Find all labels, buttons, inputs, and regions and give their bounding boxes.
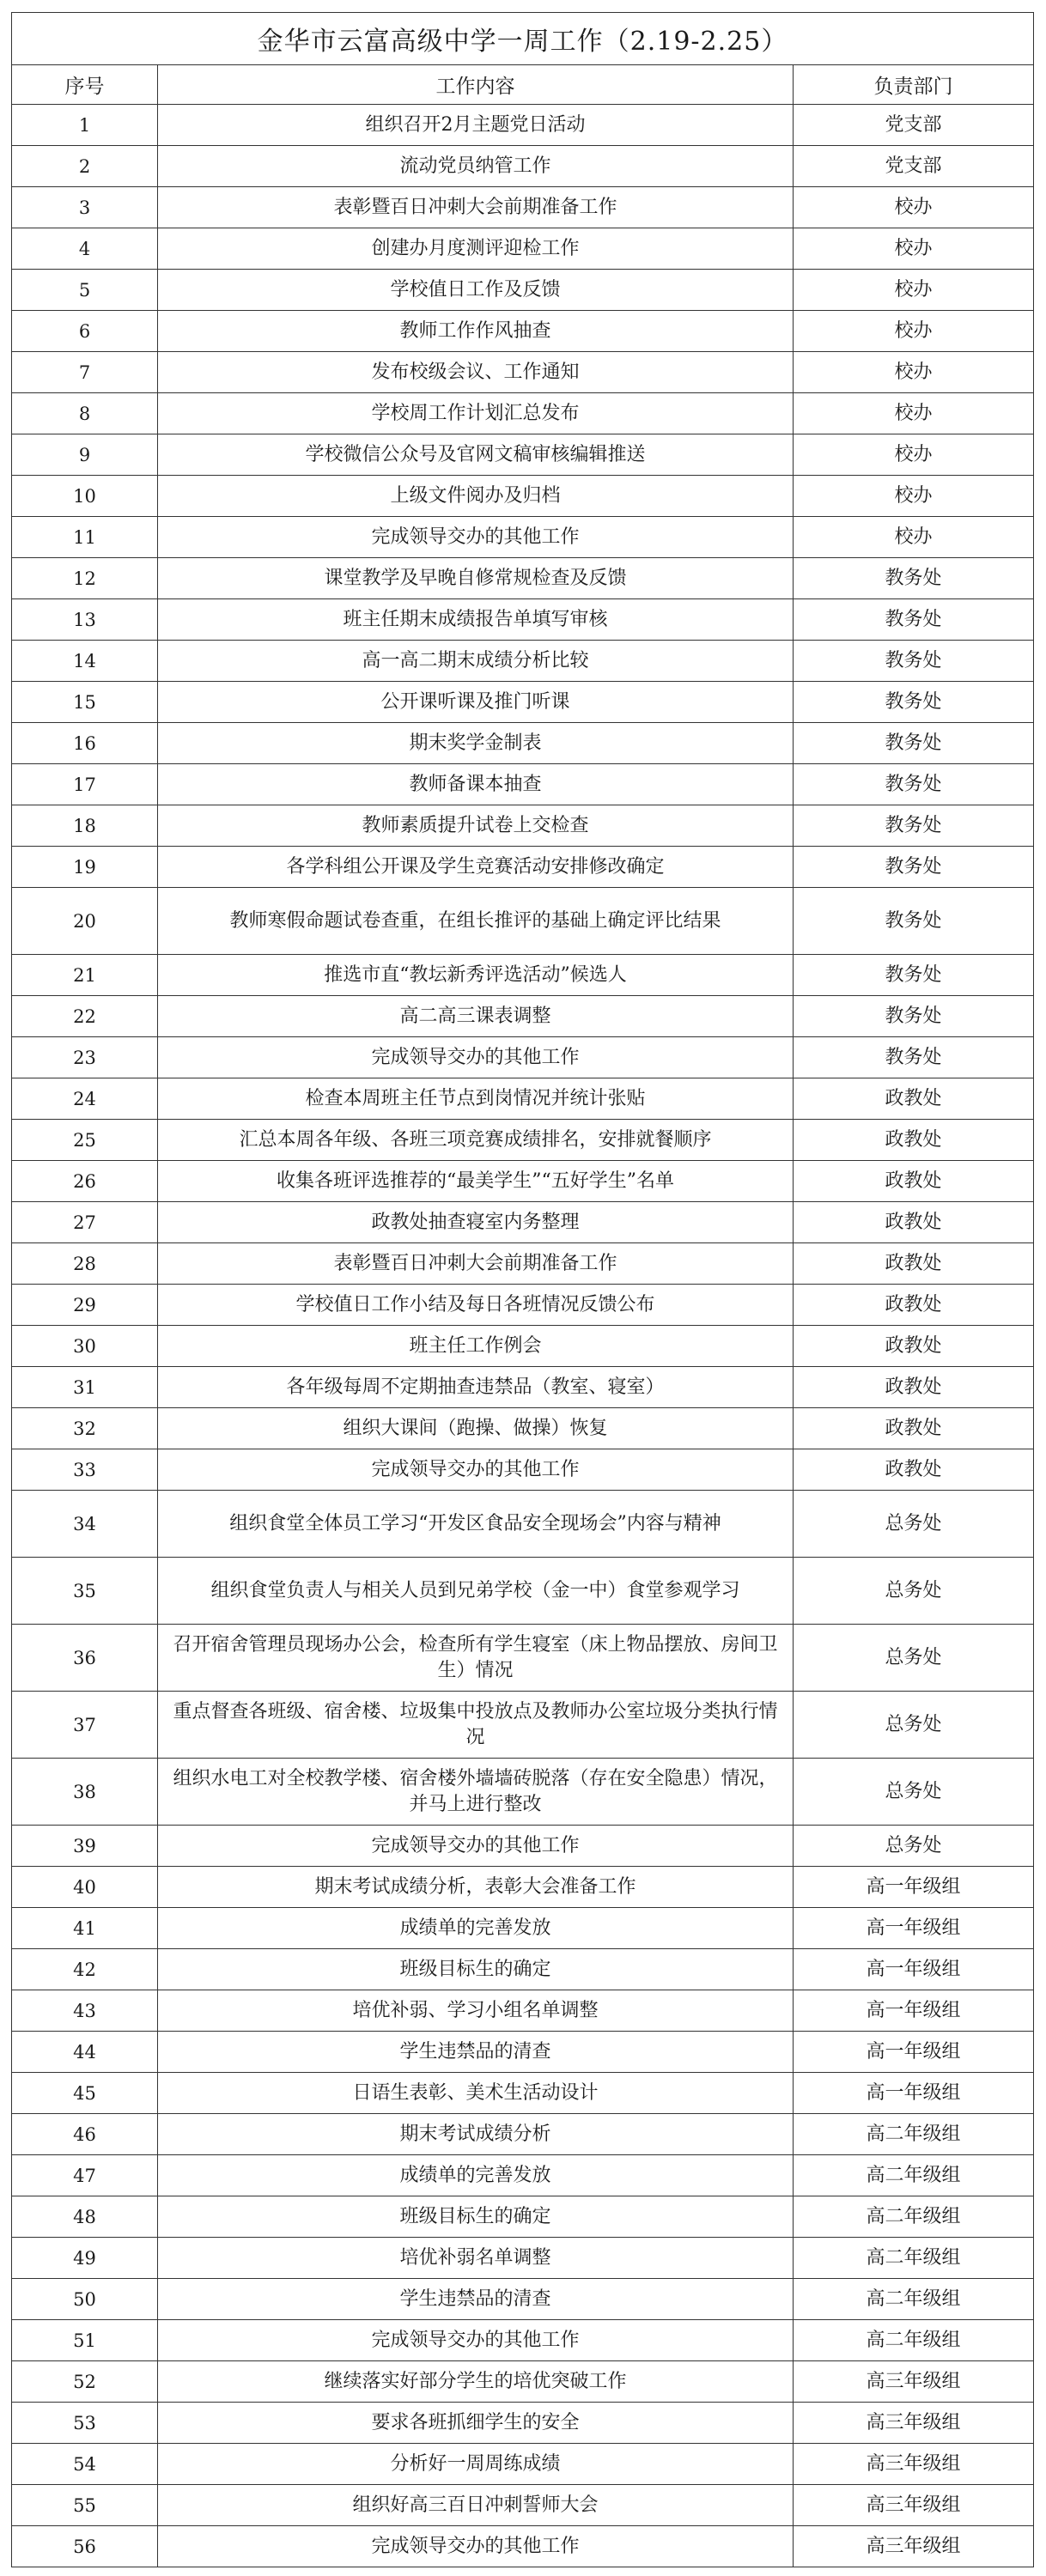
row-number: 38: [12, 1759, 158, 1826]
row-number: 3: [12, 187, 158, 228]
title-row: [12, 13, 1034, 65]
row-number: 26: [12, 1161, 158, 1202]
table-row: [12, 2403, 1034, 2444]
row-number: 54: [12, 2444, 158, 2485]
row-number: 13: [12, 599, 158, 641]
table-row: [12, 517, 1034, 558]
table-row: [12, 2320, 1034, 2361]
row-number: 41: [12, 1908, 158, 1949]
table-row: [12, 146, 1034, 187]
row-department: 教务处: [794, 996, 1034, 1037]
row-content: 教师素质提升试卷上交检查: [158, 805, 794, 847]
row-department: 高一年级组: [794, 1990, 1034, 2032]
table-row: [12, 1285, 1034, 1326]
table-row: [12, 2073, 1034, 2114]
row-department: 高二年级组: [794, 2320, 1034, 2361]
table-row: [12, 1202, 1034, 1243]
row-content: 学生违禁品的清查: [158, 2032, 794, 2073]
row-department: 校办: [794, 434, 1034, 476]
row-content: 学校周工作计划汇总发布: [158, 393, 794, 434]
row-content: 上级文件阅办及归档: [158, 476, 794, 517]
row-content: 期末奖学金制表: [158, 723, 794, 764]
row-number: 43: [12, 1990, 158, 2032]
table-row: [12, 1625, 1034, 1692]
table-row: [12, 476, 1034, 517]
row-content: 期末考试成绩分析，表彰大会准备工作: [158, 1867, 794, 1908]
row-content: 教师寒假命题试卷查重，在组长推评的基础上确定评比结果: [158, 888, 794, 955]
row-number: 20: [12, 888, 158, 955]
header-no: 序号: [12, 65, 158, 105]
row-content: 班级目标生的确定: [158, 2196, 794, 2238]
table-row: [12, 434, 1034, 476]
row-department: 政教处: [794, 1408, 1034, 1449]
row-number: 40: [12, 1867, 158, 1908]
row-content: 完成领导交办的其他工作: [158, 1037, 794, 1078]
row-department: 教务处: [794, 847, 1034, 888]
row-number: 15: [12, 682, 158, 723]
row-number: 16: [12, 723, 158, 764]
row-content: 成绩单的完善发放: [158, 2155, 794, 2196]
row-number: 48: [12, 2196, 158, 2238]
row-content: 分析好一周周练成绩: [158, 2444, 794, 2485]
row-number: 2: [12, 146, 158, 187]
row-number: 19: [12, 847, 158, 888]
row-department: 高一年级组: [794, 1867, 1034, 1908]
row-content: 各年级每周不定期抽查违禁品（教室、寝室）: [158, 1367, 794, 1408]
row-number: 30: [12, 1326, 158, 1367]
row-content: 公开课听课及推门听课: [158, 682, 794, 723]
row-department: 校办: [794, 228, 1034, 270]
table-row: [12, 888, 1034, 955]
row-content: 班主任工作例会: [158, 1326, 794, 1367]
row-number: 17: [12, 764, 158, 805]
row-department: 党支部: [794, 105, 1034, 146]
table-row: [12, 2361, 1034, 2403]
table-row: [12, 1120, 1034, 1161]
table-row: [12, 558, 1034, 599]
row-department: 总务处: [794, 1759, 1034, 1826]
row-number: 5: [12, 270, 158, 311]
row-department: 教务处: [794, 1037, 1034, 1078]
row-number: 50: [12, 2279, 158, 2320]
row-number: 56: [12, 2526, 158, 2567]
row-content: 组织水电工对全校教学楼、宿舍楼外墙墙砖脱落（存在安全隐患）情况，并马上进行整改: [158, 1759, 794, 1826]
row-department: 高三年级组: [794, 2485, 1034, 2526]
row-content: 要求各班抓细学生的安全: [158, 2403, 794, 2444]
table-row: [12, 1759, 1034, 1826]
table-row: [12, 1037, 1034, 1078]
row-department: 校办: [794, 270, 1034, 311]
row-department: 政教处: [794, 1243, 1034, 1285]
row-department: 高一年级组: [794, 2032, 1034, 2073]
table-row: [12, 2196, 1034, 2238]
header-content: 工作内容: [158, 65, 794, 105]
row-number: 8: [12, 393, 158, 434]
table-row: [12, 1558, 1034, 1625]
row-number: 36: [12, 1625, 158, 1692]
table-row: [12, 2155, 1034, 2196]
row-number: 7: [12, 352, 158, 393]
header-row: [12, 65, 1034, 105]
table-row: [12, 1990, 1034, 2032]
row-content: 组织食堂负责人与相关人员到兄弟学校（金一中）食堂参观学习: [158, 1558, 794, 1625]
row-department: 教务处: [794, 888, 1034, 955]
table-row: [12, 723, 1034, 764]
header-dept: 负责部门: [794, 65, 1034, 105]
row-number: 24: [12, 1078, 158, 1120]
row-department: 政教处: [794, 1285, 1034, 1326]
row-department: 总务处: [794, 1692, 1034, 1759]
row-content: 重点督查各班级、宿舍楼、垃圾集中投放点及教师办公室垃圾分类执行情况: [158, 1692, 794, 1759]
table-row: [12, 1491, 1034, 1558]
table-row: [12, 311, 1034, 352]
row-department: 教务处: [794, 682, 1034, 723]
row-number: 4: [12, 228, 158, 270]
row-department: 高一年级组: [794, 1908, 1034, 1949]
row-number: 21: [12, 955, 158, 996]
row-department: 高一年级组: [794, 1949, 1034, 1990]
row-content: 组织食堂全体员工学习“开发区食品安全现场会”内容与精神: [158, 1491, 794, 1558]
row-content: 继续落实好部分学生的培优突破工作: [158, 2361, 794, 2403]
row-number: 22: [12, 996, 158, 1037]
row-content: 学生违禁品的清查: [158, 2279, 794, 2320]
row-department: 高二年级组: [794, 2196, 1034, 2238]
row-department: 教务处: [794, 558, 1034, 599]
row-department: 教务处: [794, 599, 1034, 641]
row-department: 党支部: [794, 146, 1034, 187]
table-row: [12, 270, 1034, 311]
row-content: 成绩单的完善发放: [158, 1908, 794, 1949]
row-number: 46: [12, 2114, 158, 2155]
row-number: 47: [12, 2155, 158, 2196]
row-content: 创建办月度测评迎检工作: [158, 228, 794, 270]
table-row: [12, 1243, 1034, 1285]
table-row: [12, 955, 1034, 996]
table-row: [12, 187, 1034, 228]
row-number: 45: [12, 2073, 158, 2114]
row-content: 政教处抽查寝室内务整理: [158, 1202, 794, 1243]
row-content: 教师工作作风抽查: [158, 311, 794, 352]
row-content: 推选市直“教坛新秀评选活动”候选人: [158, 955, 794, 996]
table-row: [12, 1692, 1034, 1759]
table-body: [12, 105, 1034, 2567]
row-department: 高二年级组: [794, 2114, 1034, 2155]
row-department: 高三年级组: [794, 2444, 1034, 2485]
row-number: 1: [12, 105, 158, 146]
table-row: [12, 641, 1034, 682]
row-department: 校办: [794, 187, 1034, 228]
table-row: [12, 2032, 1034, 2073]
row-department: 校办: [794, 517, 1034, 558]
table-row: [12, 2485, 1034, 2526]
row-content: 组织召开2月主题党日活动: [158, 105, 794, 146]
row-department: 校办: [794, 352, 1034, 393]
table-row: [12, 2114, 1034, 2155]
row-number: 34: [12, 1491, 158, 1558]
row-department: 总务处: [794, 1826, 1034, 1867]
row-number: 29: [12, 1285, 158, 1326]
table-row: [12, 105, 1034, 146]
table-row: [12, 1367, 1034, 1408]
row-content: 学校值日工作小结及每日各班情况反馈公布: [158, 1285, 794, 1326]
row-number: 23: [12, 1037, 158, 1078]
row-number: 55: [12, 2485, 158, 2526]
table-title: 金华市云富高级中学一周工作（2.19-2.25）: [12, 13, 1034, 65]
weekly-work-table: [11, 12, 1034, 2567]
table-row: [12, 1826, 1034, 1867]
row-content: 表彰暨百日冲刺大会前期准备工作: [158, 1243, 794, 1285]
row-department: 高二年级组: [794, 2279, 1034, 2320]
row-department: 总务处: [794, 1625, 1034, 1692]
row-department: 教务处: [794, 764, 1034, 805]
row-department: 高二年级组: [794, 2238, 1034, 2279]
table-row: [12, 1161, 1034, 1202]
row-number: 25: [12, 1120, 158, 1161]
row-content: 组织大课间（跑操、做操）恢复: [158, 1408, 794, 1449]
row-number: 44: [12, 2032, 158, 2073]
row-department: 教务处: [794, 723, 1034, 764]
row-content: 召开宿舍管理员现场办公会，检查所有学生寝室（床上物品摆放、房间卫生）情况: [158, 1625, 794, 1692]
row-number: 39: [12, 1826, 158, 1867]
table-row: [12, 996, 1034, 1037]
table-row: [12, 1949, 1034, 1990]
row-number: 51: [12, 2320, 158, 2361]
row-content: 学校微信公众号及官网文稿审核编辑推送: [158, 434, 794, 476]
row-department: 高二年级组: [794, 2155, 1034, 2196]
row-department: 高三年级组: [794, 2361, 1034, 2403]
table-row: [12, 352, 1034, 393]
row-content: 课堂教学及早晚自修常规检查及反馈: [158, 558, 794, 599]
table-row: [12, 2238, 1034, 2279]
table-row: [12, 1408, 1034, 1449]
row-content: 高一高二期末成绩分析比较: [158, 641, 794, 682]
row-content: 完成领导交办的其他工作: [158, 2320, 794, 2361]
row-department: 政教处: [794, 1161, 1034, 1202]
table-row: [12, 393, 1034, 434]
row-content: 表彰暨百日冲刺大会前期准备工作: [158, 187, 794, 228]
row-number: 31: [12, 1367, 158, 1408]
row-content: 培优补弱名单调整: [158, 2238, 794, 2279]
row-content: 组织好高三百日冲刺誓师大会: [158, 2485, 794, 2526]
row-number: 33: [12, 1449, 158, 1491]
row-content: 发布校级会议、工作通知: [158, 352, 794, 393]
table-row: [12, 847, 1034, 888]
row-department: 高三年级组: [794, 2526, 1034, 2567]
table-row: [12, 1326, 1034, 1367]
row-number: 28: [12, 1243, 158, 1285]
row-department: 政教处: [794, 1202, 1034, 1243]
table-row: [12, 764, 1034, 805]
row-department: 总务处: [794, 1558, 1034, 1625]
row-content: 班主任期末成绩报告单填写审核: [158, 599, 794, 641]
row-number: 18: [12, 805, 158, 847]
row-department: 政教处: [794, 1120, 1034, 1161]
row-department: 高一年级组: [794, 2073, 1034, 2114]
table-row: [12, 2444, 1034, 2485]
row-department: 政教处: [794, 1449, 1034, 1491]
table-row: [12, 1908, 1034, 1949]
row-number: 49: [12, 2238, 158, 2279]
row-content: 完成领导交办的其他工作: [158, 517, 794, 558]
row-content: 完成领导交办的其他工作: [158, 2526, 794, 2567]
table-row: [12, 2279, 1034, 2320]
row-department: 总务处: [794, 1491, 1034, 1558]
row-content: 完成领导交办的其他工作: [158, 1449, 794, 1491]
row-number: 9: [12, 434, 158, 476]
row-department: 政教处: [794, 1078, 1034, 1120]
table-row: [12, 228, 1034, 270]
row-department: 校办: [794, 476, 1034, 517]
row-content: 各学科组公开课及学生竞赛活动安排修改确定: [158, 847, 794, 888]
table-row: [12, 1078, 1034, 1120]
row-number: 53: [12, 2403, 158, 2444]
row-number: 35: [12, 1558, 158, 1625]
row-content: 完成领导交办的其他工作: [158, 1826, 794, 1867]
row-number: 32: [12, 1408, 158, 1449]
row-content: 学校值日工作及反馈: [158, 270, 794, 311]
row-content: 培优补弱、学习小组名单调整: [158, 1990, 794, 2032]
table-row: [12, 599, 1034, 641]
row-content: 高二高三课表调整: [158, 996, 794, 1037]
row-number: 37: [12, 1692, 158, 1759]
row-number: 42: [12, 1949, 158, 1990]
row-content: 汇总本周各年级、各班三项竞赛成绩排名，安排就餐顺序: [158, 1120, 794, 1161]
table-row: [12, 1867, 1034, 1908]
row-content: 日语生表彰、美术生活动设计: [158, 2073, 794, 2114]
row-number: 27: [12, 1202, 158, 1243]
row-department: 高三年级组: [794, 2403, 1034, 2444]
row-department: 教务处: [794, 641, 1034, 682]
row-number: 6: [12, 311, 158, 352]
row-number: 52: [12, 2361, 158, 2403]
row-content: 班级目标生的确定: [158, 1949, 794, 1990]
row-number: 12: [12, 558, 158, 599]
row-number: 14: [12, 641, 158, 682]
row-content: 教师备课本抽查: [158, 764, 794, 805]
row-content: 期末考试成绩分析: [158, 2114, 794, 2155]
row-content: 检查本周班主任节点到岗情况并统计张贴: [158, 1078, 794, 1120]
row-department: 政教处: [794, 1326, 1034, 1367]
row-content: 收集各班评选推荐的“最美学生”“五好学生”名单: [158, 1161, 794, 1202]
row-number: 11: [12, 517, 158, 558]
row-department: 政教处: [794, 1367, 1034, 1408]
row-content: 流动党员纳管工作: [158, 146, 794, 187]
row-department: 教务处: [794, 955, 1034, 996]
table-row: [12, 2526, 1034, 2567]
table-row: [12, 805, 1034, 847]
row-department: 校办: [794, 311, 1034, 352]
table-row: [12, 1449, 1034, 1491]
row-department: 校办: [794, 393, 1034, 434]
row-department: 教务处: [794, 805, 1034, 847]
table-row: [12, 682, 1034, 723]
row-number: 10: [12, 476, 158, 517]
